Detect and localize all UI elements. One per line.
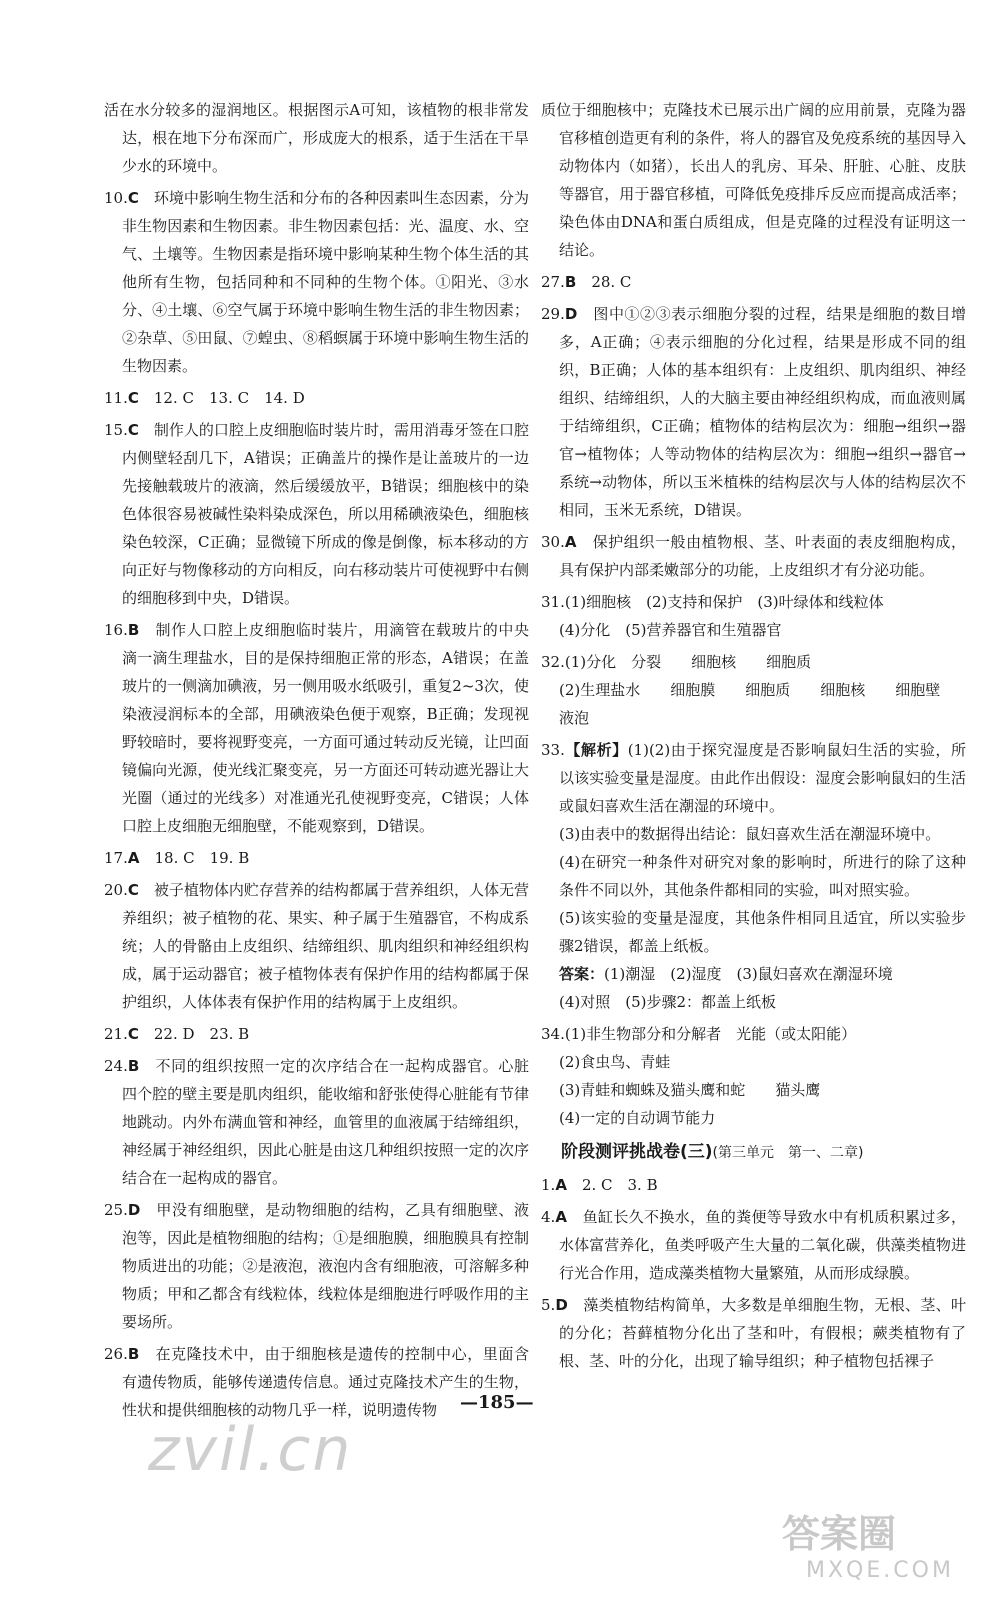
page-number: —185— xyxy=(460,1392,534,1413)
watermark-brand: 答案圈 xyxy=(782,1512,897,1556)
watermark-brand-url: MXQE.COM xyxy=(806,1558,954,1583)
answer-item-16: 16.B 制作人口腔上皮细胞临时装片，用滴管在载玻片的中央滴一滴生理盐水，目的是保持细胞正常的形态，A错误；在盖玻片的一侧滴加碘液，另一侧用吸水纸吸引，重复2~3次，使染液浸润标本的全部，用碘液染色便于观察，B正确；发现视野较暗时，要将视野变亮，一方面可通过转动反光镜，让凹面镜偏向光源，使光线汇聚变亮，另一方面还可转动遮光器让大光圈（通过的光线多）对准通光孔使视野变亮，C错误；人体口腔上皮细胞无细胞壁，不能观察到，D错误。 xyxy=(104,621,529,835)
answer-item-27: 27.B 28. C xyxy=(541,273,632,291)
answer-item-20: 20.C 被子植物体内贮存营养的结构都属于营养组织，人体无营养组织；被子植物的花、果实、种子属于生殖器官，不构成系统；人的骨骼由上皮组织、结缔组织、肌肉组织和神经组织构成，属于运动器官；被子植物体表有保护作用的结构都属于保护组织，人体体表有保护作用的结构属于上皮组织。 xyxy=(104,881,529,1011)
answer-item-5: 5.D 藻类植物结构简单，大多数是单细胞生物，无根、茎、叶的分化；苔藓植物分化出了茎和叶，有假根；蕨类植物有了根、茎、叶的分化，出现了输导组织；种子植物包括裸子 xyxy=(541,1296,966,1370)
left-column xyxy=(104,96,529,1428)
answer-item-26: 26.B 在克隆技术中，由于细胞核是遗传的控制中心，里面含有遗传物质，能够传递遗传信息。通过克隆技术产生的生物，性状和提供细胞核的动物几乎一样，说明遗传物 xyxy=(104,1345,529,1419)
answer-item-25: 25.D 甲没有细胞壁，是动物细胞的结构，乙具有细胞壁、液泡等，因此是植物细胞的结构；①是细胞膜，细胞膜具有控制物质进出的功能；②是液泡，液泡内含有细胞液，可溶解多种物质；甲和乙都含有线粒体，线粒体是细胞进行呼吸作用的主要场所。 xyxy=(104,1201,529,1331)
answer-item-29: 29.D 图中①②③表示细胞分裂的过程，结果是细胞的数目增多，A正确；④表示细胞的分化过程，结果是形成不同的组织，B正确；人体的基本组织有：上皮组织、肌肉组织、神经组织、结缔组织，人的大脑主要由神经组织构成，而血液则属于结缔组织，C正确；植物体的结构层次为：细胞→组织→器官→植物体；人等动物体的结构层次为：细胞→组织→器官→系统→动物体，所以玉米植株的结构层次与人体的结构层次不相同，玉米无系统，D错误。 xyxy=(541,305,966,519)
answer-item: 活在水分较多的湿润地区。根据图示A可知，该植物的根非常发达，根在地下分布深而广，形成庞大的根系，适于生活在干旱少水的环境中。 xyxy=(104,101,529,175)
answer-item-21: 21.C 22. D 23. B xyxy=(104,1025,250,1043)
answer-item-11: 11.C 12. C 13. C 14. D xyxy=(104,389,305,407)
answer-item: 质位于细胞核中；克隆技术已展示出广阔的应用前景，克隆为器官移植创造更有利的条件，将人的器官及免疫系统的基因导入动物体内（如猪），长出人的乳房、耳朵、肝脏、心脏、皮肤等器官，用于器官移植，可降低免疫排斥反应而提高成活率；染色体由DNA和蛋白质组成，但是克隆的过程没有证明这一结论。 xyxy=(541,101,966,259)
answer-item-34: 34.(1)非生物部分和分解者 光能（或太阳能） (2)食虫鸟、青蛙 (3)青蛙和蜘蛛及猫头鹰和蛇 猫头鹰 (4)一定的自动调节能力 xyxy=(541,1025,857,1127)
answer-item-33: 33.【解析】(1)(2)由于探究湿度是否影响鼠妇生活的实验，所以该实验变量是湿度。由此作出假设：湿度会影响鼠妇的生活或鼠妇喜欢生活在潮湿的环境中。 (3)由表中的数据得出结论：鼠妇喜欢生活在潮湿环境中。 (4)在研究一种条件对研究对象的影响时，所进行的除了这种条件不同以外，其他条件都相同的实验，叫对照实验。 (5)该实验的变量是湿度，其他条件相同且适宜，所以实验步骤2错误，都盖上纸板。 答案：(1)潮湿 (2)湿度 (3)鼠妇喜欢在潮湿环境 (4)对照 (5)步骤2：都盖上纸板 xyxy=(541,741,966,1011)
answer-item-4: 4.A 鱼缸长久不换水，鱼的粪便等导致水中有机质积累过多，水体富营养化，鱼类呼吸产生大量的二氧化碳，供藻类植物进行光合作用，造成藻类植物大量繁殖，从而形成绿膜。 xyxy=(541,1208,966,1282)
answer-item-10: 10.C 环境中影响生物生活和分布的各种因素叫生态因素，分为非生物因素和生物因素。非生物因素包括：光、温度、水、空气、土壤等。生物因素是指环境中影响某种生物个体生活的其他所有生物，包括同种和不同种的生物个体。①阳光、③水分、④土壤、⑥空气属于环境中影响生物生活的非生物因素；②杂草、⑤田鼠、⑦蝗虫、⑧稻螟属于环境中影响生物生活的生物因素。 xyxy=(104,189,529,375)
answer-item-24: 24.B 不同的组织按照一定的次序结合在一起构成器官。心脏四个腔的壁主要是肌肉组织，能收缩和舒张使得心脏能有节律地跳动。内外布满血管和神经，血管里的血液属于结缔组织，神经属于神经组织，因此心脏是由这几种组织按照一定的次序结合在一起构成的器官。 xyxy=(104,1057,529,1187)
right-column xyxy=(541,96,966,1379)
answer-item-30: 30.A 保护组织一般由植物根、茎、叶表面的表皮细胞构成，具有保护内部柔嫩部分的功能，上皮组织才有分泌功能。 xyxy=(541,533,966,579)
answer-item-31: 31.(1)细胞核 (2)支持和保护 (3)叶绿体和线粒体 (4)分化 (5)营养器官和生殖器官 xyxy=(541,593,884,639)
section-title: 阶段测评挑战卷(三)(第三单元 第一、二章) xyxy=(561,1142,864,1162)
answer-item-32: 32.(1)分化 分裂 细胞核 细胞质 (2)生理盐水 细胞膜 细胞质 细胞核 细胞壁 液泡 xyxy=(541,653,941,727)
answer-item-17: 17.A 18. C 19. B xyxy=(104,849,250,867)
answer-item-1: 1.A 2. C 3. B xyxy=(541,1176,658,1194)
answer-item-15: 15.C 制作人的口腔上皮细胞临时装片时，需用消毒牙签在口腔内侧壁轻刮几下，A错误；正确盖片的操作是让盖玻片的一边先接触载玻片的液滴，然后缓缓放平，B错误；细胞核中的染色体很容易被碱性染料染成深色，所以用稀碘液染色，细胞核染色较深，C正确；显微镜下所成的像是倒像，标本移动的方向正好与物像移动的方向相反，向右移动装片可使视野中右侧的细胞移到中央，D错误。 xyxy=(104,421,529,607)
watermark-site: zvil.cn xyxy=(148,1415,353,1485)
